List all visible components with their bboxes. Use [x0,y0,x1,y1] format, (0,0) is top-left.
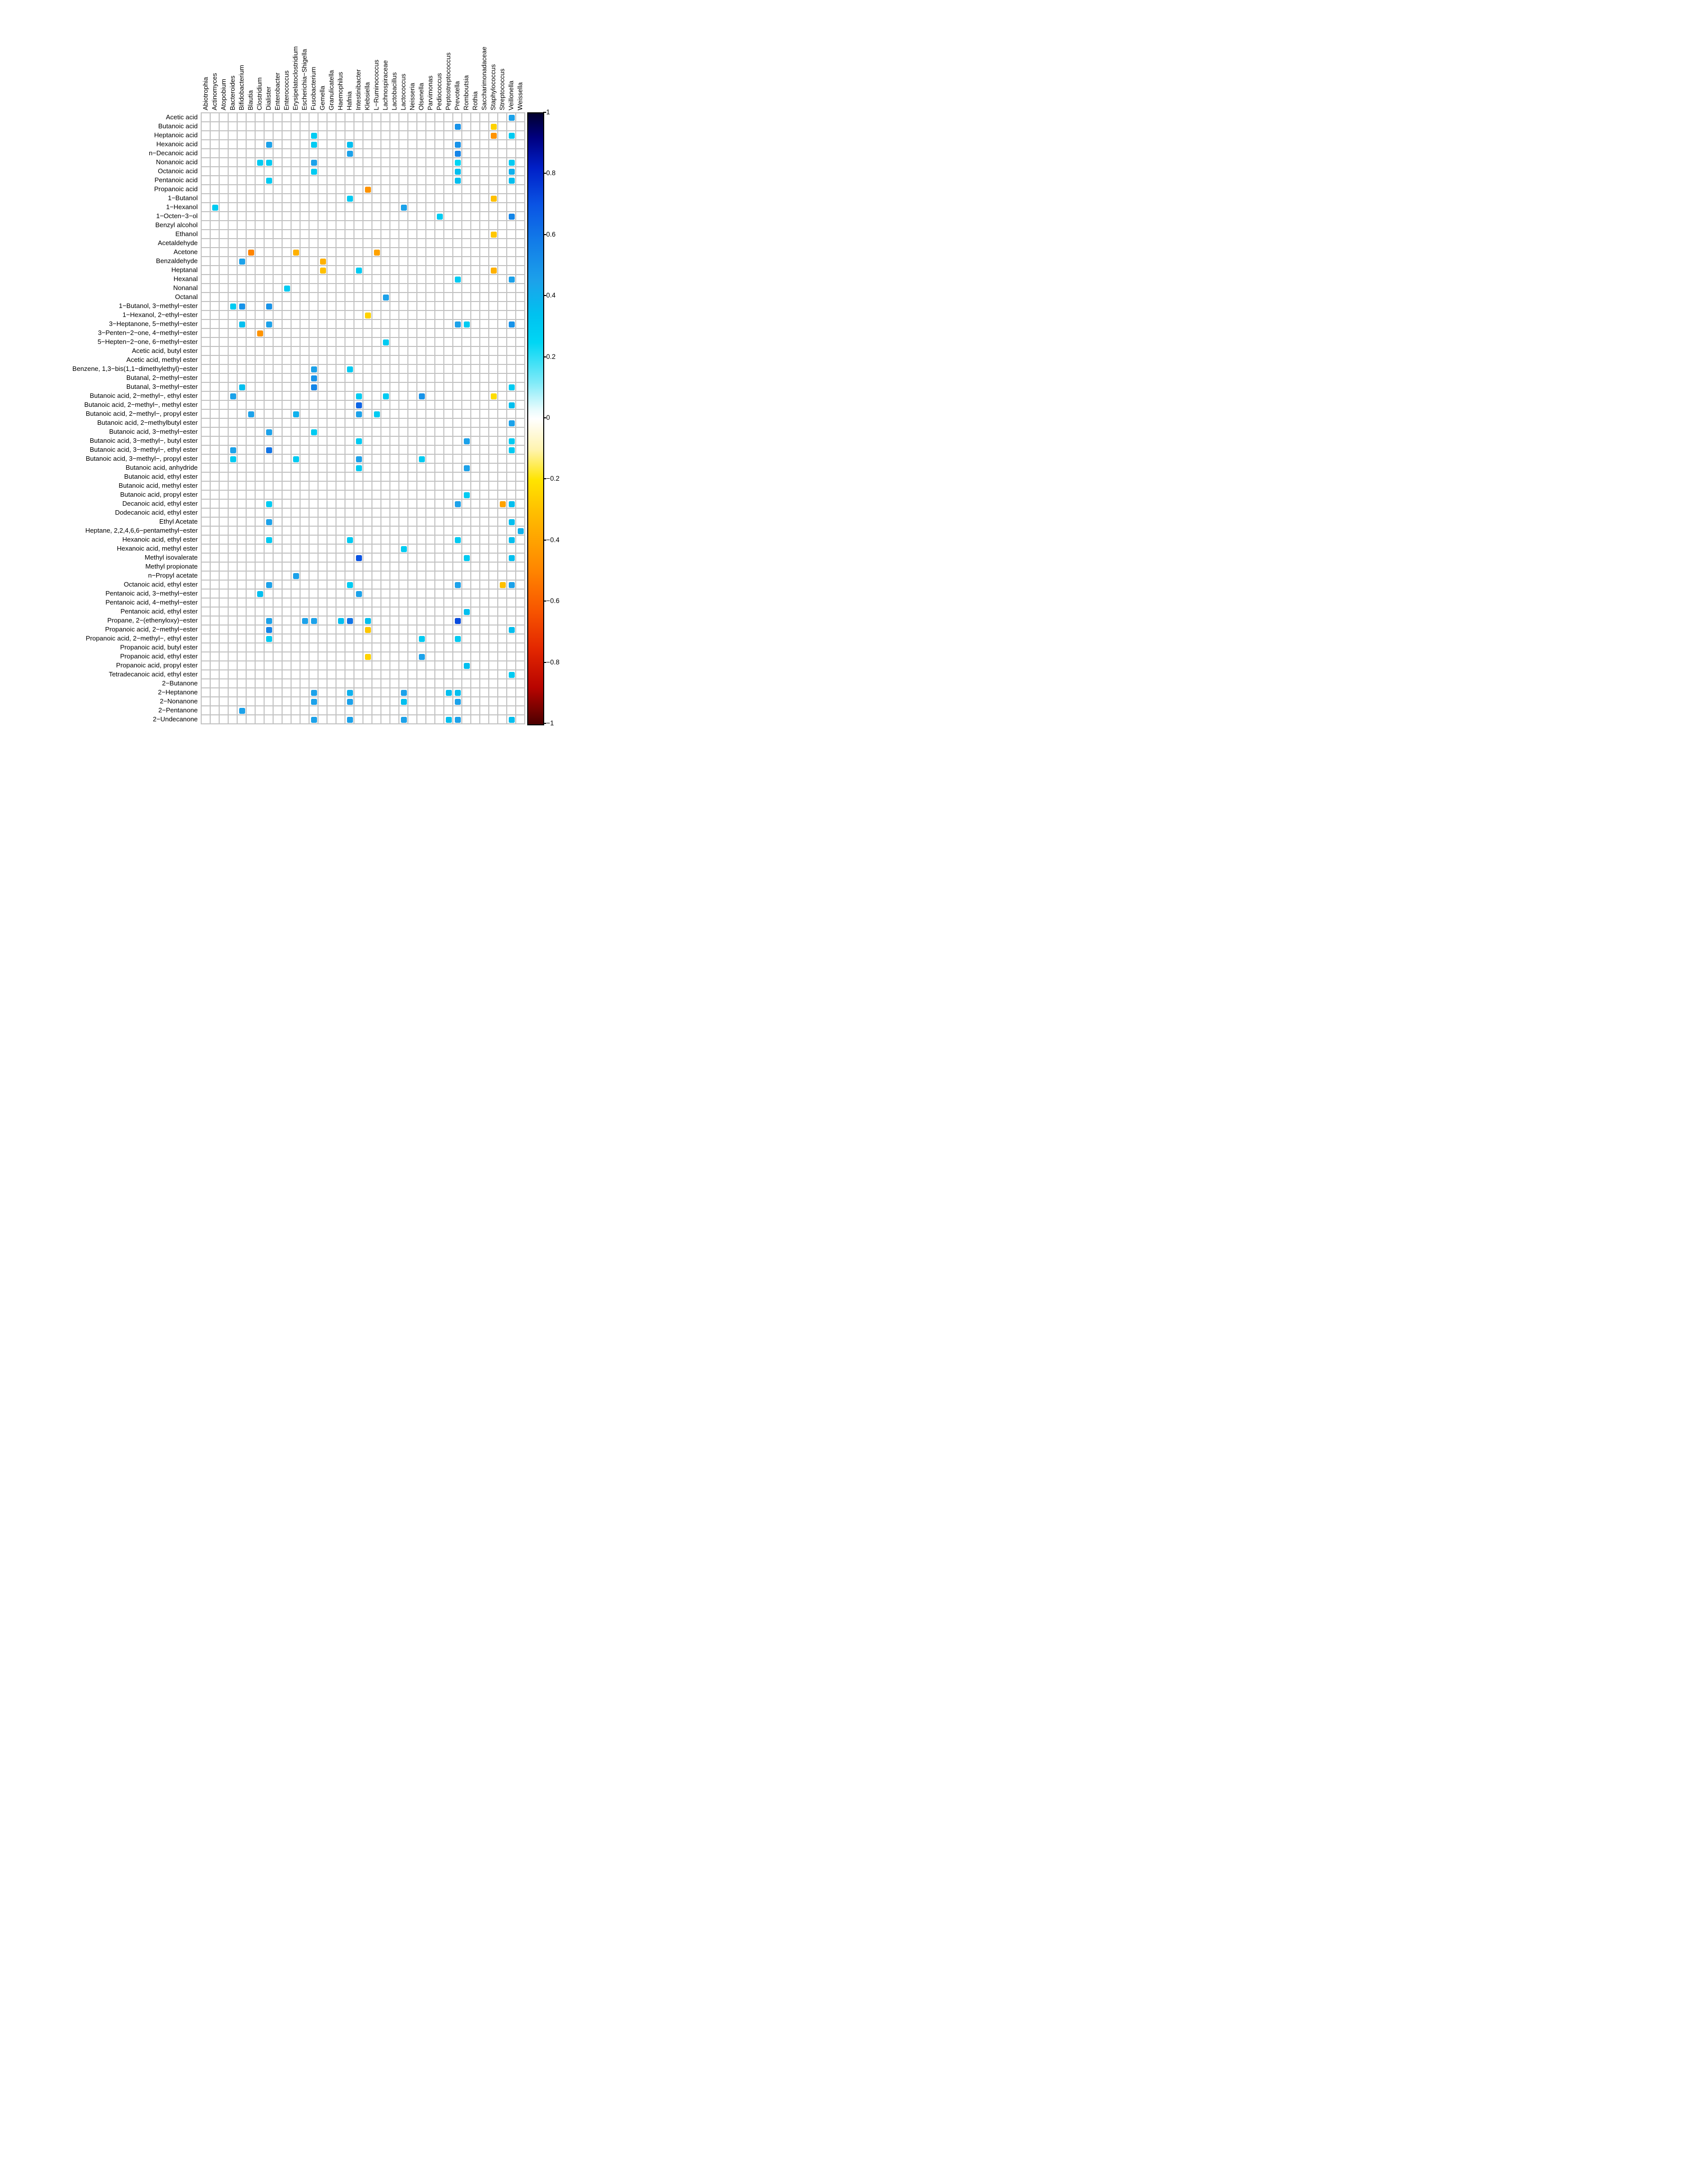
x-axis-label: Peptostreptococcus [444,52,452,110]
heatmap-cell [374,411,380,417]
colorbar-tick-label: −0.4 [546,536,560,544]
heatmap-cell [509,555,515,561]
x-axis-label: Erysipelatoclostridium [292,46,299,110]
y-axis-label: Heptanal [171,266,198,274]
heatmap-cell [284,286,290,292]
heatmap-cell [356,591,362,597]
x-axis-label: Fusobacterium [310,66,317,110]
x-axis-label: Hafnia [345,91,353,110]
y-axis-label: Acetic acid, methyl ester [126,356,198,363]
heatmap-cell [455,321,461,327]
colorbar-tick-label: 0.6 [546,230,556,238]
heatmap-cell [293,456,299,462]
heatmap-cell [320,259,326,265]
heatmap-cell [455,277,461,283]
heatmap-cell [491,124,497,130]
y-axis-label: Butanal, 2−methyl−ester [126,374,198,381]
heatmap-cell [401,717,407,723]
colorbar-tick-label: 0.8 [546,169,556,177]
heatmap-cell [311,366,317,372]
heatmap-cell [257,591,263,597]
heatmap-cell [509,537,515,543]
heatmap-cell [509,438,515,444]
heatmap-cell [509,160,515,166]
heatmap-cell [230,304,236,310]
heatmap-cell [266,519,272,525]
heatmap-cell [509,402,515,408]
y-axis-label: Hexanal [173,275,198,283]
heatmap-cell [266,160,272,166]
heatmap-cell [500,582,506,588]
heatmap-cell [311,618,317,624]
x-axis-label: L−Ruminococcus [372,59,380,110]
heatmap-cell [383,295,389,301]
x-axis-label: Klebsiella [363,82,371,110]
heatmap-cell [401,690,407,696]
x-axis-label: Olsenella [417,83,425,110]
y-axis-label: Pentanoic acid [154,176,198,184]
colorbar-gradient [527,112,544,725]
x-axis-label: Lachnospiraceae [381,60,389,110]
y-axis-label: Acetaldehyde [158,239,198,247]
heatmap-cell [509,277,515,283]
heatmap-grid [201,112,525,724]
y-axis-label: Octanal [175,293,198,301]
y-axis-label: 2−Nonanone [160,697,198,705]
heatmap-cell [491,232,497,238]
heatmap-cell [509,178,515,184]
heatmap-cell [509,501,515,507]
heatmap-cell [446,717,452,723]
x-axis-label: Gemella [319,85,326,110]
y-axis-label: Tetradecanoic acid, ethyl ester [108,670,198,678]
colorbar-tick-label: 1 [546,108,550,116]
colorbar-tick-label: −0.8 [546,658,560,666]
y-axis-label: Butanoic acid, methyl ester [118,482,198,489]
heatmap-cell [455,142,461,148]
heatmap-cell [509,384,515,390]
heatmap-cell [401,699,407,705]
y-axis-label: Butanoic acid, ethyl ester [124,473,198,480]
heatmap-cell [212,205,218,211]
y-axis-label: Butanoic acid [158,122,198,130]
y-axis-label: Hexanoic acid, methyl ester [117,545,198,552]
y-axis-label: 1−Butanol [168,194,198,202]
colorbar-tick-label: −1 [546,719,554,727]
heatmap-cell [500,501,506,507]
y-axis-label: 1−Hexanol [166,203,198,211]
heatmap-cell [311,690,317,696]
heatmap-cell [356,438,362,444]
x-axis-label: Veillonella [507,80,515,110]
heatmap-cell [464,465,470,471]
y-axis-label: Acetone [173,248,198,256]
heatmap-cell [356,393,362,399]
heatmap-cell [491,196,497,202]
heatmap-cell [464,663,470,669]
y-axis-label: Octanoic acid [158,167,198,175]
heatmap-cell [239,321,245,327]
heatmap-cell [455,582,461,588]
heatmap-cell [374,250,380,256]
colorbar-tick-label: 0.2 [546,352,556,360]
heatmap-cell [401,205,407,211]
y-axis-label: Propanoic acid [154,185,198,193]
heatmap-cell [365,187,371,193]
y-axis-label: Acetic acid [166,113,198,121]
heatmap-cell [509,582,515,588]
y-axis-label: Butanoic acid, 2−methyl−, propyl ester [85,410,198,417]
heatmap-cell [356,411,362,417]
y-axis-label: 2−Heptanone [158,688,198,696]
heatmap-cell [230,447,236,453]
heatmap-cell [266,582,272,588]
y-axis-label: Dodecanoic acid, ethyl ester [115,509,198,516]
x-axis-label: Prevotella [453,81,461,110]
x-axis-label: Enterococcus [283,70,290,110]
y-axis-label: Propanoic acid, 2−methyl−, ethyl ester [85,634,198,642]
heatmap-cell [464,555,470,561]
heatmap-cell [509,115,515,121]
y-axis-label: Acetic acid, butyl ester [132,347,198,354]
heatmap-cell [509,672,515,678]
y-axis-label: Nonanal [173,284,198,292]
heatmap-cell [293,411,299,417]
heatmap-cell [239,304,245,310]
y-axis-label: 1−Hexanol, 2−ethyl−ester [122,311,198,318]
heatmap-cell [437,214,443,220]
heatmap-cell [455,690,461,696]
colorbar-tick-label: 0 [546,414,550,421]
heatmap-cell [266,537,272,543]
heatmap-cell [509,169,515,175]
x-axis-label: Intestinibacter [354,69,362,110]
y-axis-label: Butanoic acid, 2−methylbutyl ester [97,419,198,426]
y-axis-label: Decanoic acid, ethyl ester [122,500,198,507]
x-axis-label: Atopobium [220,78,227,110]
colorbar-tick-label: −0.2 [546,475,560,483]
y-axis-label: n−Decanoic acid [149,149,198,157]
y-axis-label: Benzene, 1,3−bis(1,1−dimethylethyl)−ester [72,365,198,372]
x-axis-label: Abiotrophia [202,77,209,110]
heatmap-cell [311,717,317,723]
heatmap-cell [347,618,353,624]
y-axis-label: 3−Penten−2−one, 4−methyl−ester [98,329,198,336]
heatmap-cell [311,429,317,435]
heatmap-cell [347,717,353,723]
heatmap-cell [311,375,317,381]
heatmap-cell [311,699,317,705]
heatmap-cell [491,268,497,274]
y-axis-label: Methyl isovalerate [144,554,198,561]
y-axis-label: Heptanoic acid [154,131,198,139]
heatmap-cell [257,160,263,166]
heatmap-cell [347,699,353,705]
heatmap-cell [311,160,317,166]
heatmap-cell [266,304,272,310]
heatmap-cell [293,250,299,256]
heatmap-cell [509,420,515,426]
heatmap-cell [455,699,461,705]
heatmap-cell [347,366,353,372]
heatmap-cell [455,178,461,184]
heatmap-cell [518,528,524,534]
heatmap-cell [365,618,371,624]
y-axis-label: Hexanoic acid [156,140,198,148]
heatmap-cell [311,142,317,148]
y-axis-label: Methyl propionate [145,563,198,570]
heatmap-cell [338,618,344,624]
heatmap-cell [509,321,515,327]
y-axis-label: 5−Hepten−2−one, 6−methyl−ester [97,338,198,345]
y-axis-label: 2−Undecanone [153,715,198,723]
heatmap-cell [320,268,326,274]
heatmap-cell [347,537,353,543]
y-axis-label: Nonanoic acid [156,158,198,166]
x-axis-label: Escherichia−Shigella [301,49,308,110]
heatmap-cell [356,465,362,471]
heatmap-cell [455,501,461,507]
y-axis-label: Propanoic acid, ethyl ester [120,652,198,660]
correlation-heatmap-figure [0,0,565,728]
y-axis-label: Butanoic acid, 3−methyl−, propyl ester [85,455,198,462]
y-axis-label: Butanoic acid, propyl ester [120,491,198,498]
y-axis-label: Propanoic acid, 2−methyl−ester [105,625,198,633]
heatmap-cell [419,393,425,399]
x-axis-label: Saccharimonadaceae [480,46,488,110]
x-axis-label: Clostridium [256,77,263,110]
heatmap-cell [419,636,425,642]
y-axis-label: Butanoic acid, 2−methyl−, ethyl ester [89,392,198,399]
heatmap-cell [248,250,254,256]
heatmap-cell [266,636,272,642]
heatmap-cell [266,501,272,507]
x-axis-label: Bacteroides [229,75,236,110]
x-axis-label: Lactobacillus [390,72,398,110]
heatmap-cell [302,618,308,624]
x-axis-label: Rothia [471,91,479,110]
heatmap-cell [491,393,497,399]
heatmap-cell [365,627,371,633]
heatmap-cell [509,519,515,525]
heatmap-cell [455,160,461,166]
y-axis-label: 1−Butanol, 3−methyl−ester [119,302,198,310]
heatmap-cell [446,690,452,696]
heatmap-cell [455,618,461,624]
heatmap-cell [509,627,515,633]
heatmap-cell [266,618,272,624]
y-axis-label: Hexanoic acid, ethyl ester [122,536,198,543]
heatmap-cell [491,133,497,139]
heatmap-cell [455,717,461,723]
y-axis-label: Pentanoic acid, 4−methyl−ester [105,599,198,606]
heatmap-cell [509,133,515,139]
x-axis-label: Enterobacter [274,72,281,110]
heatmap-cell [311,133,317,139]
colorbar-tick-label: 0.4 [546,292,556,300]
heatmap-cell [311,169,317,175]
heatmap-cell [455,151,461,157]
x-axis-label: Actinomyces [211,73,218,110]
heatmap-cell [365,312,371,318]
y-axis-label: Octanoic acid, ethyl ester [123,581,198,588]
x-axis-label: Blautia [247,90,254,110]
y-axis-label: n−Propyl acetate [148,572,198,579]
x-axis-label: Romboutsia [462,75,470,110]
x-axis-label: Weissella [516,82,524,110]
heatmap-cell [356,456,362,462]
heatmap-cell [455,169,461,175]
heatmap-cell [401,546,407,552]
heatmap-cell [266,142,272,148]
x-axis-label: Streptococcus [498,68,506,110]
heatmap-cell [455,537,461,543]
x-axis-label: Pediococcus [435,73,443,110]
y-axis-label: 1−Octen−3−ol [156,212,198,220]
y-axis-label: Propane, 2−(ethenyloxy)−ester [107,617,198,624]
heatmap-cell [230,456,236,462]
x-axis-label: Dialister [265,86,272,110]
heatmap-cell [509,447,515,453]
heatmap-cell [464,609,470,615]
heatmap-cell [266,178,272,184]
heatmap-cell [455,636,461,642]
heatmap-cell [266,447,272,453]
heatmap-cell [347,151,353,157]
x-axis-label: Haemophilus [337,72,344,110]
heatmap-cell [248,411,254,417]
y-axis-label: Butanoic acid, anhydride [125,464,198,471]
x-axis-label: Staphylococcus [489,64,497,110]
y-axis-label: 3−Heptanone, 5−methyl−ester [109,320,198,327]
y-axis-label: Butanoic acid, 3−methyl−, butyl ester [89,437,198,444]
heatmap-cell [419,654,425,660]
heatmap-cell [266,321,272,327]
y-axis-label: Propanoic acid, propyl ester [116,661,198,669]
y-axis-label: Butanal, 3−methyl−ester [126,383,198,390]
y-axis-label: Pentanoic acid, ethyl ester [120,608,198,615]
heatmap-cell [509,717,515,723]
heatmap-cell [347,582,353,588]
heatmap-cell [464,438,470,444]
colorbar-tick-label: −0.6 [546,597,560,605]
heatmap-cell [230,393,236,399]
heatmap-cell [347,142,353,148]
y-axis-label: 2−Butanone [162,679,198,687]
heatmap-cell [356,268,362,274]
x-axis-label: Bifidobacterium [238,65,245,110]
heatmap-cell [509,214,515,220]
heatmap-cell [464,492,470,498]
heatmap-cell [383,393,389,399]
heatmap-cell [383,339,389,345]
heatmap-cell [347,690,353,696]
x-axis-label: Granulicatella [328,70,335,110]
y-axis-label: Heptane, 2,2,4,6,6−pentamethyl−ester [85,527,198,534]
heatmap-cell [266,627,272,633]
x-axis-label: Lactococcus [399,73,407,110]
y-axis-label: Butanoic acid, 3−methyl−ester [109,428,198,435]
heatmap-cell [239,259,245,265]
x-axis-label: Parvimonas [426,75,434,110]
y-axis-label: Pentanoic acid, 3−methyl−ester [105,590,198,597]
x-axis-label: Neisseria [408,83,416,110]
heatmap-cell [257,330,263,336]
heatmap-cell [347,196,353,202]
y-axis-label: Benzyl alcohol [155,221,198,229]
heatmap-cell [266,429,272,435]
heatmap-cell [365,654,371,660]
y-axis-label: Propanoic acid, butyl ester [120,643,198,651]
heatmap-cell [293,573,299,579]
heatmap-cell [311,384,317,390]
heatmap-cell [419,456,425,462]
y-axis-label: Ethyl Acetate [159,518,198,525]
y-axis-label: Ethanol [175,230,198,238]
heatmap-cell [356,555,362,561]
heatmap-cell [464,321,470,327]
heatmap-cell [239,384,245,390]
y-axis-label: Butanoic acid, 2−methyl−, methyl ester [84,401,198,408]
heatmap-cell [455,124,461,130]
y-axis-label: Benzaldehyde [156,257,198,265]
y-axis-label: 2−Pentanone [158,706,198,714]
heatmap-cell [239,708,245,714]
heatmap-cell [356,402,362,408]
y-axis-label: Butanoic acid, 3−methyl−, ethyl ester [89,446,198,453]
